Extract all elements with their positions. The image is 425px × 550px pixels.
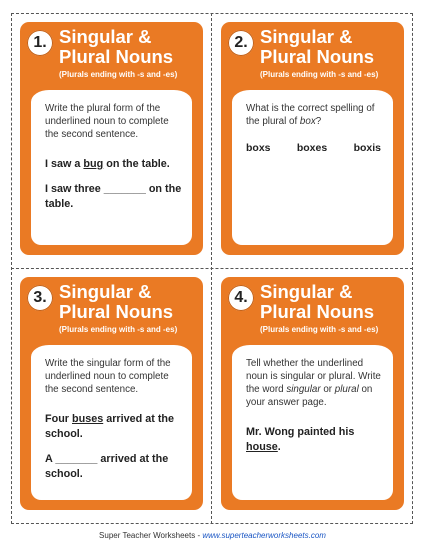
sentence-text: Four xyxy=(45,413,72,425)
card-title-line1: Singular & xyxy=(59,26,152,47)
option-boxis: boxis xyxy=(353,142,381,154)
answer-sentence: I saw three _______ on the table. xyxy=(45,183,182,210)
card-title xyxy=(59,27,173,67)
prompt-italic-word: box xyxy=(299,116,316,127)
option-boxs: boxs xyxy=(246,142,271,154)
page-footer xyxy=(0,531,425,540)
card-title-line1: Singular & xyxy=(59,281,152,302)
task-card-4 xyxy=(221,277,404,510)
example-sentence xyxy=(45,412,182,442)
example-sentence xyxy=(246,425,383,455)
cut-line-horizontal xyxy=(11,268,413,269)
task-card-3 xyxy=(20,277,203,510)
card-subtitle: (Plurals ending with -s and -es) xyxy=(59,325,178,334)
card-subtitle: (Plurals ending with -s and -es) xyxy=(59,70,178,79)
underlined-noun: bug xyxy=(83,158,104,170)
card-number: 4. xyxy=(228,285,254,311)
card-title xyxy=(260,282,374,322)
task-card-2 xyxy=(221,22,404,255)
card-subtitle: (Plurals ending with -s and -es) xyxy=(260,70,379,79)
question-panel xyxy=(31,90,192,245)
prompt-italic-word: singular xyxy=(286,384,321,395)
example-sentence xyxy=(45,157,182,172)
question-prompt xyxy=(246,357,383,409)
task-card-1 xyxy=(20,22,203,255)
card-title-line2: Plural Nouns xyxy=(59,46,174,67)
prompt-text: What is the correct spelling of the plural of xyxy=(246,103,375,127)
prompt-text: Tell whether the underlined noun is singular or plural. Write the word xyxy=(246,358,381,395)
question-prompt xyxy=(246,102,383,128)
sentence-text: . xyxy=(277,441,281,453)
card-title xyxy=(59,282,173,322)
sentence-text: on the table. xyxy=(103,158,170,170)
card-title-line1: Singular & xyxy=(260,26,353,47)
card-title-line1: Singular & xyxy=(260,281,353,302)
footer-text: Super Teacher Worksheets - xyxy=(99,531,203,540)
card-title xyxy=(260,27,374,67)
question-prompt: Write the plural form of the underlined noun to complete the second sentence. xyxy=(45,103,169,140)
card-number: 2. xyxy=(228,30,254,56)
card-title-line2: Plural Nouns xyxy=(260,301,375,322)
question-panel xyxy=(232,345,393,500)
question-panel xyxy=(232,90,393,245)
question-panel xyxy=(31,345,192,500)
option-boxes: boxes xyxy=(296,142,328,154)
card-title-line2: Plural Nouns xyxy=(59,301,174,322)
prompt-text: or xyxy=(320,384,335,395)
sentence-text: Mr. Wong painted his xyxy=(246,426,355,438)
underlined-noun: house xyxy=(246,441,278,453)
prompt-italic-word: plural xyxy=(334,384,359,395)
sentence-text: I saw a xyxy=(45,158,84,170)
card-title-line2: Plural Nouns xyxy=(260,46,375,67)
prompt-text: ? xyxy=(315,116,322,127)
prompt-text: on your answer page. xyxy=(246,384,373,408)
question-prompt: Write the singular form of the underlined noun to complete the second sentence. xyxy=(45,358,171,395)
card-number: 1. xyxy=(27,30,53,56)
underlined-noun: buses xyxy=(72,413,104,425)
answer-sentence: A _______ arrived at the school. xyxy=(45,453,169,480)
footer-link[interactable]: www.superteacherworksheets.com xyxy=(202,531,326,540)
card-number: 3. xyxy=(27,285,53,311)
card-subtitle: (Plurals ending with -s and -es) xyxy=(260,325,379,334)
sentence-text: arrived at the school. xyxy=(45,413,175,440)
answer-options xyxy=(246,142,383,154)
